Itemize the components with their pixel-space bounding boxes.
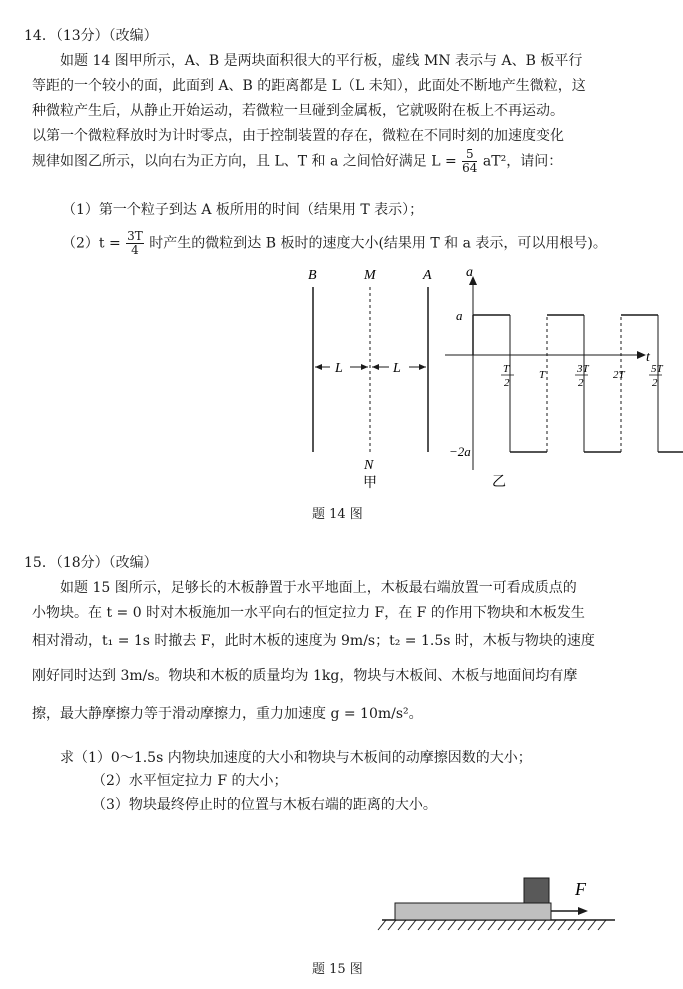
hatch-mark bbox=[498, 920, 506, 930]
hatch-mark bbox=[518, 920, 526, 930]
q15-line-1: 如题 15 图所示，足够长的木板静置于水平地面上，木板最右端放置一可看成质点的 bbox=[60, 580, 577, 596]
a-axis-label: a bbox=[466, 265, 473, 280]
q15-ask-2: （2）水平恒定拉力 F 的大小； bbox=[92, 773, 288, 789]
label-jia: 甲 bbox=[363, 476, 377, 491]
tick-label-4-num: 5T bbox=[651, 363, 663, 375]
q14-item-2-prefix: （2）t = bbox=[62, 235, 121, 252]
q14-line-1: 如题 14 图甲所示，A、B 是两块面积很大的平行板，虚线 MN 表示与 A、B 板平行 bbox=[60, 53, 583, 69]
hatch-mark bbox=[468, 920, 476, 930]
fraction-t-num: 3T bbox=[127, 229, 143, 243]
hatch-mark bbox=[598, 920, 606, 930]
tick-label-1: T bbox=[539, 369, 546, 381]
q15-line-3: 相对滑动，t₁ = 1s 时撤去 F，此时木板的速度为 9m/s；t₂ = 1.5s 时，木板与物块的速度 bbox=[32, 633, 595, 649]
q14-item-1: （1）第一个粒子到达 A 板所用的时间（结果用 T 表示）； bbox=[62, 202, 424, 218]
dim-L-right: L bbox=[393, 361, 401, 376]
hatch-mark bbox=[538, 920, 546, 930]
label-B: B bbox=[308, 268, 317, 283]
hatch-mark bbox=[588, 920, 596, 930]
force-arrow-head bbox=[578, 907, 588, 915]
q14-line-3: 种微粒产生后，从静止开始运动，若微粒一旦碰到金属板，它就吸附在板上不再运动。 bbox=[32, 103, 564, 119]
q14-header: 14．（13分）（改编） bbox=[24, 28, 158, 44]
ground-hatching bbox=[378, 920, 606, 930]
hatch-mark bbox=[378, 920, 386, 930]
hatch-mark bbox=[488, 920, 496, 930]
label-M: M bbox=[364, 268, 376, 283]
hatch-mark bbox=[558, 920, 566, 930]
label-N: N bbox=[364, 458, 374, 473]
a-t-graph bbox=[445, 265, 683, 490]
hatch-mark bbox=[568, 920, 576, 930]
label-A: A bbox=[423, 268, 432, 283]
tick-neg-2a: −2a bbox=[449, 444, 471, 459]
dim-L-left: L bbox=[335, 361, 343, 376]
tick-label-2-den: 2 bbox=[578, 377, 584, 389]
hatch-mark bbox=[428, 920, 436, 930]
hatch-mark bbox=[438, 920, 446, 930]
q15-line-2: 小物块。在 t = 0 时对木板施加一水平向右的恒定拉力 F，在 F 的作用下物块和木板发生 bbox=[32, 605, 585, 621]
hatch-mark bbox=[418, 920, 426, 930]
q15-line-4: 刚好同时达到 3m/s。物块和木板的质量均为 1kg，物块与木板间、木板与地面间均有摩 bbox=[32, 668, 578, 684]
hatch-mark bbox=[528, 920, 536, 930]
hatch-mark bbox=[458, 920, 466, 930]
q14-line-5-prefix: 规律如图乙所示，以向右为正方向，且 L、T 和 a 之间恰好满足 L = bbox=[32, 153, 457, 170]
t-axis-arrow bbox=[637, 351, 646, 359]
q15-line-5: 擦，最大静摩擦力等于滑动摩擦力，重力加速度 g = 10m/s²。 bbox=[32, 706, 423, 722]
dim-arrow-left-2 bbox=[372, 364, 379, 370]
label-yi: 乙 bbox=[492, 475, 506, 490]
dim-arrow-right-1 bbox=[361, 364, 368, 370]
tick-label-2-num: 3T bbox=[577, 363, 589, 375]
hatch-mark bbox=[448, 920, 456, 930]
fraction-L-num: 5 bbox=[462, 148, 477, 162]
hatch-mark bbox=[408, 920, 416, 930]
t-axis-label: t bbox=[646, 350, 650, 365]
hatch-mark bbox=[398, 920, 406, 930]
q14-item-2-suffix: 时产生的微粒到达 B 板时的速度大小(结果用 T 和 a 表示，可以用根号)。 bbox=[149, 235, 607, 252]
tick-label-3: 2T bbox=[613, 369, 625, 381]
tick-label-0-num: T bbox=[503, 363, 510, 375]
hatch-mark bbox=[478, 920, 486, 930]
q14-line-2: 等距的一个较小的面，此面到 A、B 的距离都是 L（L 未知），此面处不断地产生微粒，这 bbox=[32, 78, 586, 94]
force-label-F: F bbox=[575, 879, 586, 899]
fraction-t-den: 4 bbox=[131, 243, 139, 257]
q14-line-5-suffix: aT²，请问： bbox=[482, 153, 563, 170]
dim-arrow-left-1 bbox=[315, 364, 322, 370]
q14-line-4: 以第一个微粒释放时为计时零点，由于控制装置的存在，微粒在不同时刻的加速度变化 bbox=[32, 128, 564, 144]
hatch-mark bbox=[578, 920, 586, 930]
q15-ask-3: （3）物块最终停止时的位置与木板右端的距离的大小。 bbox=[92, 797, 437, 813]
hatch-mark bbox=[508, 920, 516, 930]
tick-label-4-den: 2 bbox=[652, 377, 658, 389]
tick-a: a bbox=[456, 308, 463, 323]
small-block bbox=[524, 878, 549, 903]
dim-arrow-right-2 bbox=[419, 364, 426, 370]
tick-label-0-den: 2 bbox=[504, 377, 510, 389]
q15-ask-1: 求（1）0～1.5s 内物块加速度的大小和物块与木板间的动摩擦因数的大小； bbox=[60, 750, 532, 766]
fraction-L-den: 64 bbox=[462, 161, 478, 175]
q15-header: 15．（18分）（改编） bbox=[24, 555, 158, 571]
q14-caption: 题 14 图 bbox=[312, 507, 363, 522]
q15-caption: 题 15 图 bbox=[312, 962, 363, 977]
figure-15 bbox=[0, 860, 683, 950]
hatch-mark bbox=[388, 920, 396, 930]
wooden-board bbox=[395, 903, 551, 920]
hatch-mark bbox=[548, 920, 556, 930]
